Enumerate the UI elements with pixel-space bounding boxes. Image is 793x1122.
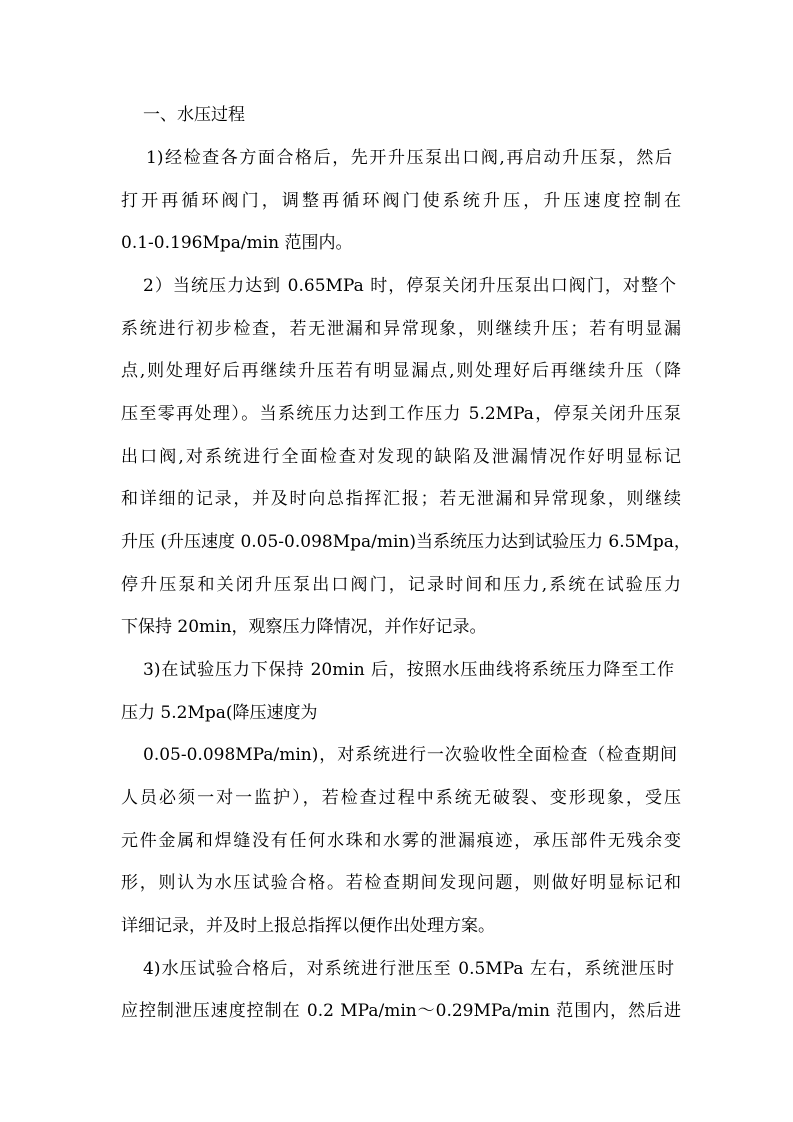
paragraph-line: 详细记录，并及时上报总指挥以便作出处理方案。 — [121, 916, 495, 936]
paragraph-line: 打开再循环阀门，调整再循环阀门使系统升压，升压速度控制在 — [121, 191, 681, 211]
paragraph-line: 1)经检查各方面合格后，先开升压泵出口阀,再启动升压泵，然后 — [146, 148, 672, 168]
paragraph-line: 4)水压试验合格后，对系统进行泄压至 0.5MPa 左右，系统泄压时 — [143, 959, 674, 979]
paragraph-line: 3)在试验压力下保持 20min 后，按照水压曲线将系统压力降至工作 — [143, 660, 674, 680]
paragraph-line: 0.1-0.196Mpa/min 范围内。 — [121, 233, 353, 253]
paragraph-line: 系统进行初步检查，若无泄漏和异常现象，则继续升压；若有明显漏 — [121, 319, 681, 339]
paragraph-line: 停升压泵和关闭升压泵出口阀门，记录时间和压力,系统在试验压力 — [121, 575, 681, 595]
paragraph-line: 压力 5.2Mpa(降压速度为 — [121, 703, 318, 723]
paragraph-line: 应控制泄压速度控制在 0.2 MPa/min～0.29MPa/min 范围内，然后进 — [121, 1001, 681, 1021]
paragraph-line: 形，则认为水压试验合格。若检查期间发现问题，则做好明显标记和 — [121, 873, 681, 893]
paragraph-line: 点,则处理好后再继续升压若有明显漏点,则处理好后再继续升压（降 — [121, 361, 681, 381]
paragraph-line: 0.05-0.098MPa/min)，对系统进行一次验收性全面检查（检查期间 — [143, 745, 677, 765]
paragraph-line: 元件金属和焊缝没有任何水珠和水雾的泄漏痕迹，承压部件无残余变 — [121, 831, 681, 851]
paragraph-line: 压至零再处理）。当系统压力达到工作压力 5.2MPa，停泵关闭升压泵 — [121, 404, 681, 424]
paragraph-line: 出口阀,对系统进行全面检查对发现的缺陷及泄漏情况作好明显标记 — [121, 447, 681, 467]
paragraph-line: 下保持 20min，观察压力降情况，并作好记录。 — [121, 617, 487, 637]
paragraph-line: 和详细的记录，并及时向总指挥汇报；若无泄漏和异常现象，则继续 — [121, 489, 681, 509]
section-title: 一、水压过程 — [143, 105, 245, 125]
paragraph-line: 人员必须一对一监护），若检查过程中系统无破裂、变形现象，受压 — [121, 788, 681, 808]
paragraph-line: 升压 (升压速度 0.05-0.098Mpa/min)当系统压力达到试验压力 6.5Mpa， — [121, 532, 691, 552]
paragraph-line: 2）当统压力达到 0.65MPa 时，停泵关闭升压泵出口阀门，对整个 — [143, 276, 676, 296]
